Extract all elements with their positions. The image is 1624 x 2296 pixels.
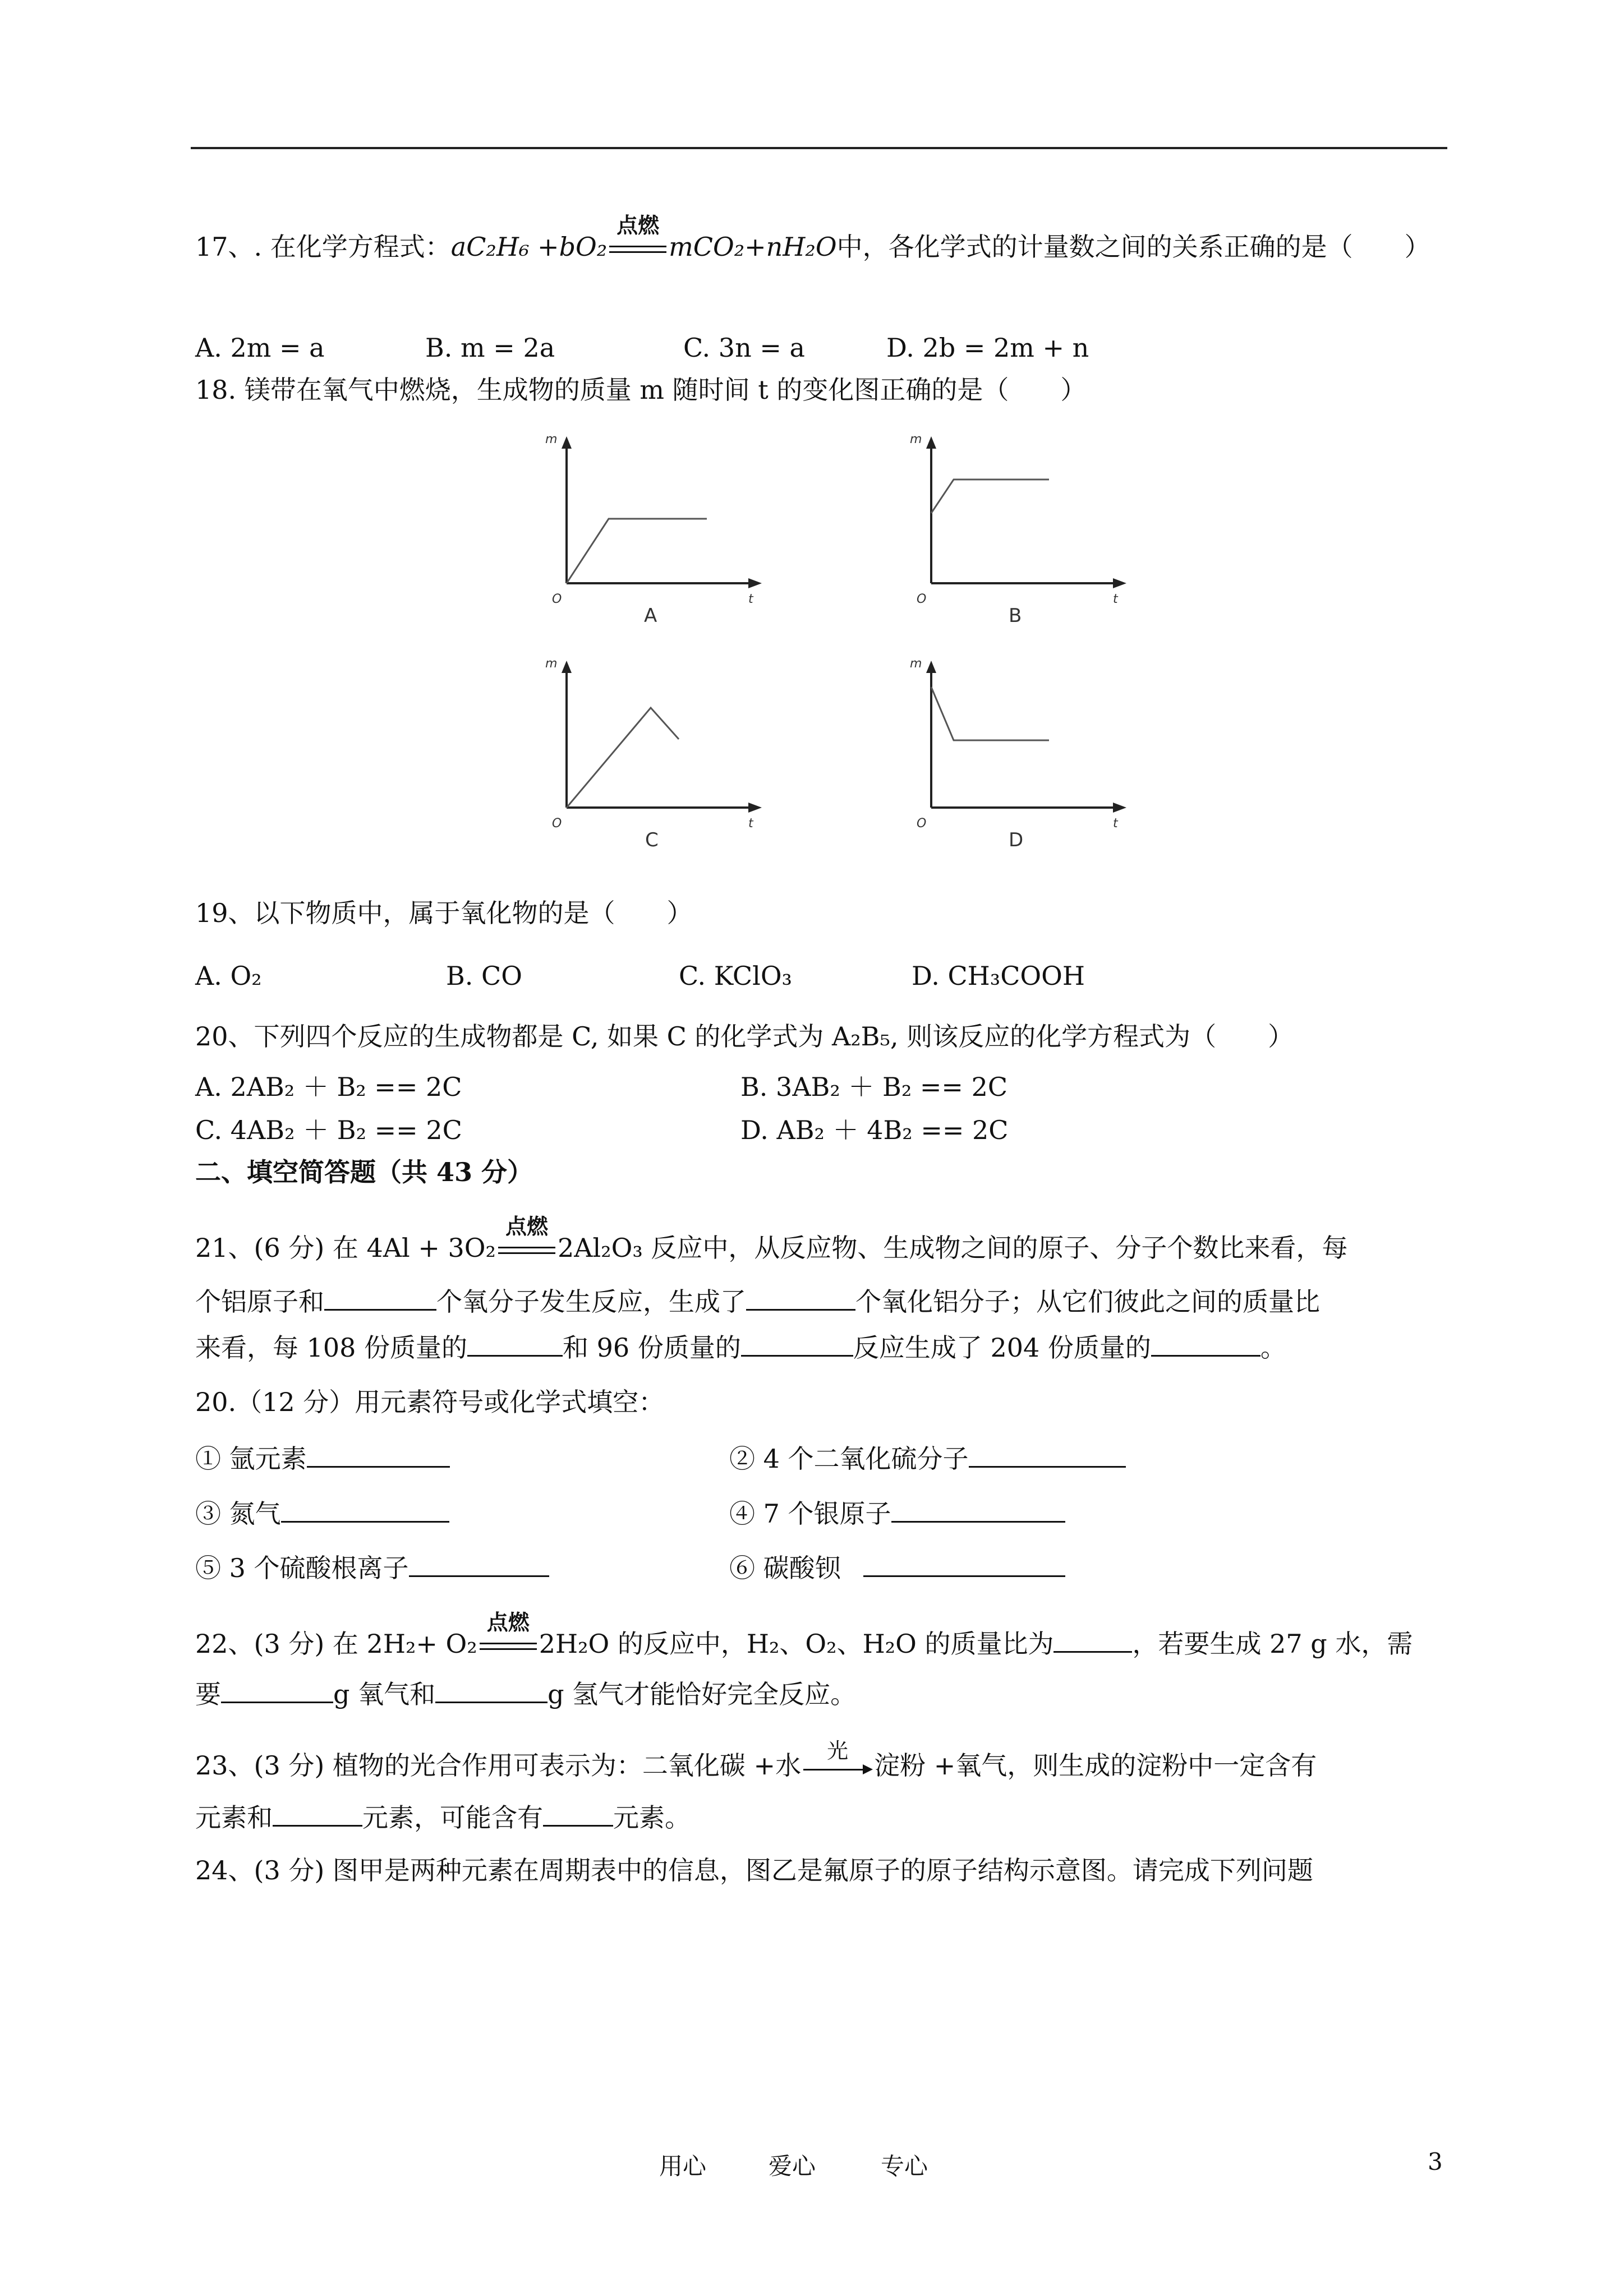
- answer-blank[interactable]: [741, 1330, 853, 1357]
- q22-line-1: [195, 1610, 1413, 1661]
- graph-c-label: C: [645, 829, 659, 851]
- item-label: ② 4 个二氧化硫分子: [729, 1444, 969, 1474]
- answer-blank[interactable]: [543, 1800, 613, 1827]
- graph-b[interactable]: [903, 432, 1128, 623]
- q23-prefix: 23、(3 分) 植物的光合作用可表示为：二氧化碳 +水: [195, 1750, 802, 1781]
- q22-line-2: [195, 1677, 856, 1711]
- q17-condition: 点燃: [617, 213, 660, 238]
- graph-a[interactable]: [539, 432, 763, 623]
- graph-b-x-axis-label: t: [1113, 592, 1118, 606]
- answer-blank[interactable]: [969, 1441, 1126, 1468]
- q22-condition: 点燃: [486, 1610, 530, 1635]
- answer-blank[interactable]: [409, 1551, 549, 1577]
- q19-option-c[interactable]: C. KClO₃: [679, 961, 792, 991]
- q21-suffix: 2Al₂O₃ 反应中，从反应物、生成物之间的原子、分子个数比来看，每: [557, 1233, 1348, 1263]
- answer-blank[interactable]: [324, 1284, 436, 1311]
- q21-text: 来看，每 108 份质量的: [195, 1333, 468, 1363]
- answer-blank[interactable]: [891, 1496, 1065, 1523]
- item-label: ④ 7 个银原子: [729, 1499, 891, 1529]
- q19-stem: 19、以下物质中，属于氧化物的是（ ）: [195, 898, 693, 928]
- q17-prefix: 17、. 在化学方程式：: [195, 232, 451, 262]
- q22-text: g 氢气才能恰好完全反应。: [548, 1679, 857, 1709]
- item-label: ⑤ 3 个硫酸根离子: [195, 1553, 409, 1583]
- graph-d-x-axis-label: t: [1113, 817, 1118, 831]
- graph-b-y-axis-label: m: [910, 432, 922, 446]
- q23-suffix: 淀粉 +氧气，则生成的淀粉中一定含有: [874, 1750, 1317, 1781]
- q22-mid: 2H₂O 的反应中，H₂、O₂、H₂O 的质量比为: [539, 1629, 1054, 1659]
- reaction-condition-equals: [496, 1214, 558, 1261]
- graph-c-x-axis-label: t: [748, 817, 753, 831]
- graph-d-origin: O: [917, 817, 927, 831]
- q20-option-c[interactable]: C. 4AB₂ ＋ B₂ == 2C: [195, 1115, 462, 1145]
- answer-blank[interactable]: [1151, 1330, 1260, 1357]
- q22-text: g 氧气和: [333, 1679, 436, 1709]
- q21-text: 个氧分子发生反应，生成了: [436, 1287, 746, 1317]
- q20-option-b[interactable]: B. 3AB₂ ＋ B₂ == 2C: [740, 1072, 1008, 1102]
- q23-line-2: [195, 1800, 691, 1834]
- q22-text: 要: [195, 1679, 221, 1709]
- graph-c-origin: O: [552, 817, 562, 831]
- q17-option-c[interactable]: C. 3n = a: [683, 333, 805, 363]
- graph-a-label: A: [644, 605, 657, 627]
- graph-a-y-axis-label: m: [545, 432, 558, 446]
- q23-condition: 光: [827, 1739, 849, 1763]
- q17-option-a[interactable]: A. 2m = a: [195, 333, 325, 363]
- answer-blank[interactable]: [746, 1284, 855, 1311]
- q20b-item-6: [729, 1551, 1065, 1585]
- reaction-condition-equals: [607, 213, 669, 260]
- q22-prefix: 22、(3 分) 在 2H₂+ O₂: [195, 1629, 477, 1659]
- q20b-item-4: [729, 1496, 1065, 1530]
- q19-option-b[interactable]: B. CO: [446, 961, 522, 991]
- graph-a-origin: O: [552, 592, 562, 606]
- header-rule: [191, 147, 1447, 149]
- graph-b-origin: O: [917, 592, 927, 606]
- reaction-arrow: [801, 1739, 874, 1779]
- q21-text: 和 96 份质量的: [563, 1333, 741, 1363]
- footer-motto-3: 专心: [881, 2152, 928, 2180]
- q21-line-2: [195, 1284, 1320, 1318]
- q21-text: 个氧化铝分子；从它们彼此之间的质量比: [855, 1287, 1320, 1317]
- q20b-item-3: [195, 1496, 449, 1530]
- q24-stem: 24、(3 分) 图甲是两种元素在周期表中的信息，图乙是氟原子的原子结构示意图。请完成下列问题: [195, 1855, 1313, 1885]
- q21-line-3: [195, 1330, 1286, 1364]
- q20-option-d[interactable]: D. AB₂ ＋ 4B₂ == 2C: [740, 1115, 1009, 1145]
- graph-d-label: D: [1009, 829, 1024, 851]
- q17-rhs: mCO₂+nH₂O: [669, 232, 837, 262]
- q20b-item-5: [195, 1551, 549, 1585]
- q21-condition: 点燃: [505, 1214, 548, 1239]
- item-label: ③ 氮气: [195, 1499, 281, 1529]
- q20-stem: 20、下列四个反应的生成物都是 C, 如果 C 的化学式为 A₂B₅, 则该反应的化学方程式为（ ）: [195, 1021, 1294, 1052]
- answer-blank[interactable]: [273, 1800, 362, 1827]
- q20b-item-2: [729, 1441, 1126, 1476]
- item-label: ① 氩元素: [195, 1444, 307, 1474]
- reaction-condition-equals: [477, 1610, 539, 1657]
- q23-text: 元素。: [613, 1802, 691, 1833]
- q20b-stem: 20.（12 分）用元素符号或化学式填空：: [195, 1387, 665, 1417]
- q19-option-a[interactable]: A. O₂: [195, 961, 262, 991]
- footer-motto-2: 爱心: [769, 2152, 816, 2180]
- graph-d[interactable]: [903, 656, 1128, 847]
- q17-suffix: 中，各化学式的计量数之间的关系正确的是（ ）: [836, 232, 1430, 262]
- q17-line: [195, 213, 1430, 264]
- q23-text: 元素，可能含有: [362, 1802, 543, 1833]
- graph-d-y-axis-label: m: [910, 657, 922, 671]
- q20-option-a[interactable]: A. 2AB₂ ＋ B₂ == 2C: [195, 1072, 462, 1102]
- q21-prefix: 21、(6 分) 在 4Al + 3O₂: [195, 1233, 496, 1263]
- page-number: 3: [1428, 2148, 1443, 2175]
- q22-suffix: ，若要生成 27 g 水，需: [1132, 1629, 1413, 1659]
- q23-line-1: [195, 1739, 1317, 1782]
- graph-c-y-axis-label: m: [545, 657, 558, 671]
- q18-stem: 18. 镁带在氧气中燃烧，生成物的质量 m 随时间 t 的变化图正确的是（ ）: [195, 375, 1087, 405]
- q19-option-d[interactable]: D. CH₃COOH: [912, 961, 1085, 991]
- footer-motto-1: 用心: [659, 2152, 707, 2180]
- answer-blank[interactable]: [221, 1677, 333, 1703]
- answer-blank[interactable]: [467, 1330, 563, 1357]
- q17-lhs: aC₂H₆ +bO₂: [450, 232, 608, 262]
- graph-a-x-axis-label: t: [748, 592, 753, 606]
- q21-text: 。: [1260, 1333, 1286, 1363]
- answer-blank[interactable]: [281, 1496, 449, 1523]
- q23-text: 元素和: [195, 1802, 273, 1833]
- answer-blank[interactable]: [1053, 1626, 1132, 1653]
- q21-text: 个铝原子和: [195, 1287, 324, 1317]
- q17-option-b[interactable]: B. m = 2a: [425, 333, 555, 363]
- graph-b-label: B: [1009, 605, 1022, 627]
- section-2-title: 二、填空简答题（共 43 分）: [195, 1157, 533, 1187]
- item-label: ⑥ 碳酸钡: [729, 1553, 841, 1583]
- q20b-item-1: [195, 1441, 450, 1476]
- answer-blank[interactable]: [863, 1551, 1065, 1577]
- answer-blank[interactable]: [307, 1441, 450, 1468]
- q21-text: 反应生成了 204 份质量的: [853, 1333, 1151, 1363]
- q17-option-d[interactable]: D. 2b = 2m + n: [886, 333, 1089, 363]
- graph-c[interactable]: [539, 656, 763, 847]
- q21-line-1: [195, 1214, 1348, 1265]
- answer-blank[interactable]: [435, 1677, 548, 1703]
